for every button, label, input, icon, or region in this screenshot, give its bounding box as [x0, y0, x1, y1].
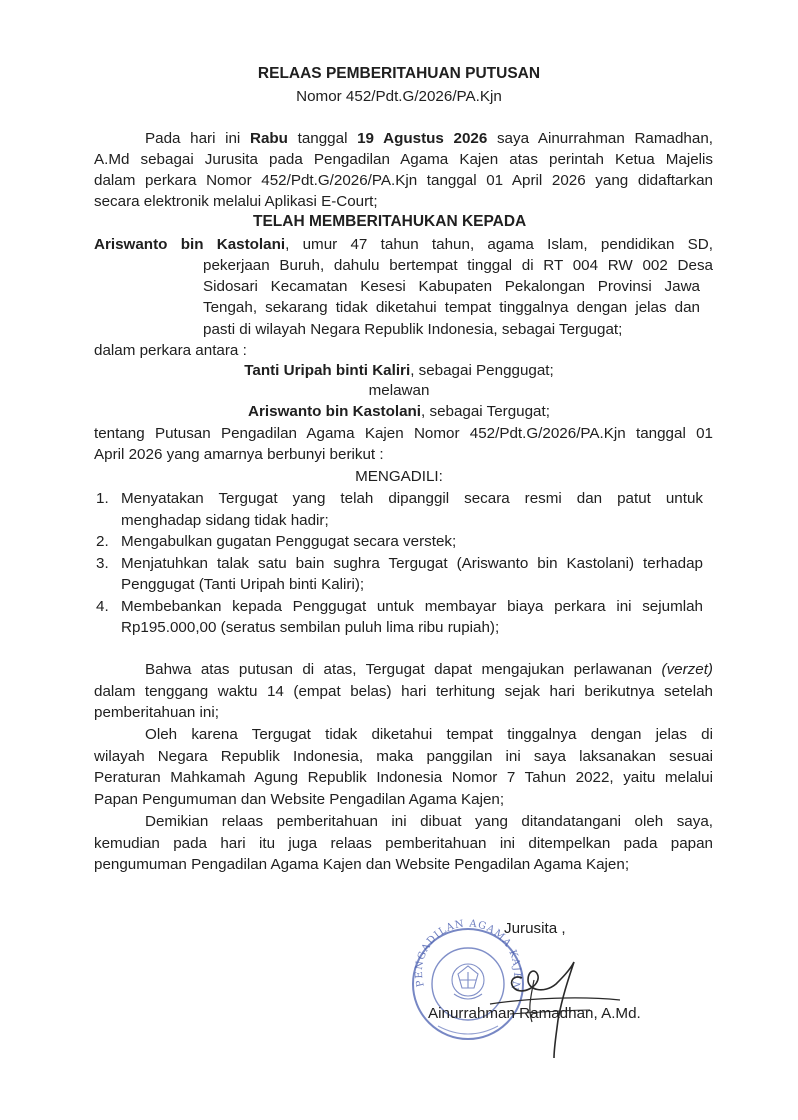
party-line-2: pekerjaan Buruh, dahulu bertempat tinggal di RT 004 RW 002 Desa	[203, 257, 713, 274]
verdict-number: 1.	[96, 490, 109, 507]
verzet-line-2: dalam tenggang waktu 14 (empat belas) hari terhitung sejak hari berikutnya setelah	[94, 683, 713, 700]
intro-text: tanggal	[287, 130, 358, 147]
party-line-1	[94, 235, 713, 255]
case-intro: dalam perkara antara :	[94, 342, 247, 359]
party-details: , umur 47 tahun tahun, agama Islam, pendidikan SD,	[285, 236, 713, 253]
defendant-role: , sebagai Tergugat;	[421, 403, 550, 420]
unknown-line-3: Peraturan Mahkamah Agung Republik Indonesia Nomor 7 Tahun 2022, yaitu melalui	[94, 769, 713, 786]
party-line-3: Sidosari Kecamatan Kesesi Kabupaten Pekalongan Provinsi Jawa	[203, 278, 700, 295]
verzet-line-1	[145, 660, 713, 680]
defendant-line	[0, 402, 798, 422]
verdict-number: 3.	[96, 555, 109, 572]
intro-line-3: dalam perkara Nomor 452/Pdt.G/2026/PA.Kjn tanggal 01 April 2026 yang didaftarkan	[94, 172, 713, 189]
party-line-5: pasti di wilayah Negara Republik Indonesia, sebagai Tergugat;	[203, 321, 623, 338]
verdict-number: 2.	[96, 533, 109, 550]
intro-line-1	[145, 129, 713, 149]
plaintiff-role: , sebagai Penggugat;	[410, 362, 554, 379]
verdict-text: Menjatuhkan talak satu bain sughra Tergugat (Ariswanto bin Kastolani) terhadap	[121, 555, 703, 572]
verdict-text: Mengabulkan gugatan Penggugat secara verstek;	[121, 533, 457, 550]
signature-mark	[470, 940, 630, 1060]
versus-label: melawan	[368, 382, 430, 399]
verdict-heading: MENGADILI:	[355, 468, 443, 485]
document-number: Nomor 452/Pdt.G/2026/PA.Kjn	[296, 88, 502, 105]
notice-date: 19 Agustus 2026	[357, 130, 488, 147]
day-name: Rabu	[249, 130, 288, 147]
intro-text: Pada hari ini	[145, 130, 250, 147]
unknown-line-2: wilayah Negara Republik Indonesia, maka panggilan ini saya laksanakan sesuai	[94, 748, 713, 765]
closing-line-1: Demikian relaas pemberitahuan ini dibuat yang ditandatangani oleh saya,	[145, 813, 713, 830]
document-title: RELAAS PEMBERITAHUAN PUTUSAN	[257, 65, 541, 82]
unknown-line-1: Oleh karena Tergugat tidak diketahui tempat tinggalnya dengan jelas di	[145, 726, 713, 743]
decision-intro-1: tentang Putusan Pengadilan Agama Kajen Nomor 452/Pdt.G/2026/PA.Kjn tanggal 01	[94, 425, 713, 442]
closing-line-2: kemudian pada hari itu juga relaas pemberitahuan ini ditempelkan pada papan	[94, 835, 713, 852]
signature-name: Ainurrahman Ramadhan, A.Md.	[428, 1005, 641, 1022]
party-line-4: Tengah, sekarang tidak diketahui tempat tinggalnya dengan jelas dan	[203, 299, 700, 316]
verdict-text: Rp195.000,00 (seratus sembilan puluh lima ribu rupiah);	[121, 619, 500, 636]
verdict-number: 4.	[96, 598, 109, 615]
unknown-line-4: Papan Pengumuman dan Website Pengadilan Agama Kajen;	[94, 791, 505, 808]
plaintiff-line	[0, 361, 798, 381]
verdict-text: Penggugat (Tanti Uripah binti Kaliri);	[121, 576, 365, 593]
verdict-text: Membebankan kepada Penggugat untuk membayar biaya perkara ini sejumlah	[121, 598, 703, 615]
intro-line-2: A.Md sebagai Jurusita pada Pengadilan Agama Kajen atas perintah Ketua Majelis	[94, 151, 713, 168]
plaintiff-name: Tanti Uripah binti Kaliri	[244, 362, 411, 379]
seal-text: PENGADILAN AGAMA KAJEN	[413, 918, 523, 993]
defendant-name: Ariswanto bin Kastolani	[248, 403, 422, 420]
intro-line-4: secara elektronik melalui Aplikasi E-Court;	[94, 193, 378, 210]
verzet-text: Bahwa atas putusan di atas, Tergugat dapat mengajukan perlawanan	[145, 661, 662, 678]
notified-heading: TELAH MEMBERITAHUKAN KEPADA	[253, 213, 527, 230]
signature-role: Jurusita ,	[504, 920, 566, 937]
verzet-line-3: pemberitahuan ini;	[94, 704, 219, 721]
verdict-text: menghadap sidang tidak hadir;	[121, 512, 329, 529]
party-name: Ariswanto bin Kastolani	[94, 236, 286, 253]
decision-intro-2: April 2026 yang amarnya berbunyi berikut :	[94, 446, 384, 463]
intro-text: saya Ainurrahman Ramadhan,	[487, 130, 713, 147]
verdict-text: Menyatakan Tergugat yang telah dipanggil secara resmi dan patut untuk	[121, 490, 703, 507]
closing-line-3: pengumuman Pengadilan Agama Kajen dan Website Pengadilan Agama Kajen;	[94, 856, 630, 873]
verzet-term: (verzet)	[661, 661, 713, 678]
